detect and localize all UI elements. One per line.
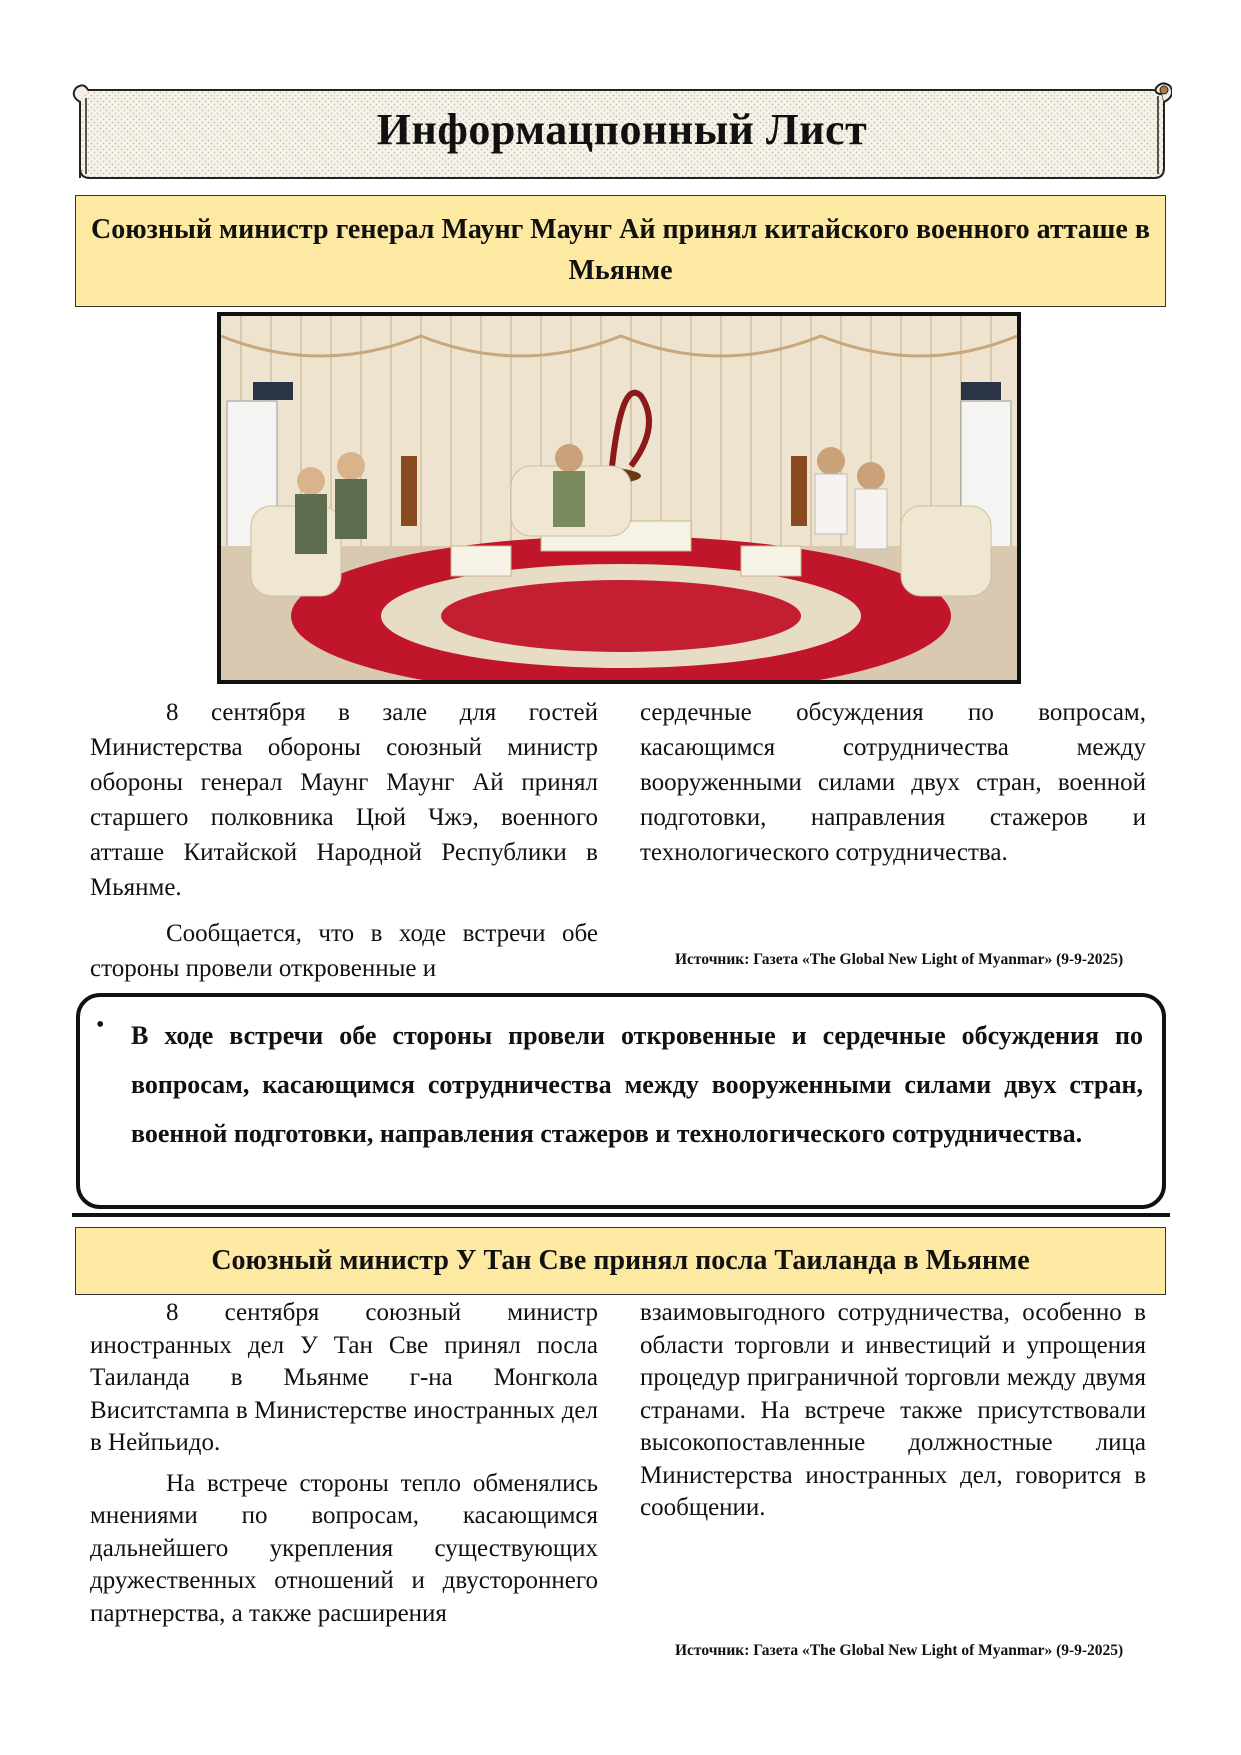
article-1-source: Источник: Газета «The Global New Light of Myanmar» (9-9-2025) xyxy=(675,951,1124,968)
article-2-paragraph-3: взаимовыгодного сотрудничества, особенно в области торговли и инвестиций и упрощения процедур приграничной торговли между двумя странами. На встрече также присутствовали высокопоставленные должностные лица Министерства иностранных дел, говорится в сообщении. xyxy=(640,1299,1146,1521)
highlight-box xyxy=(76,993,1166,1209)
article-1-paragraph-2: Сообщается, что в ходе встречи обе стороны провели откровенные и xyxy=(90,920,598,982)
article-1-paragraph-1: 8 сентября в зале для гостей Министерства обороны союзный министр обороны генерал Маунг Маунг Ай принял старшего полковника Цюй Чжэ, военного атташе Китайской Народной Республики в Мьянме. xyxy=(90,699,598,901)
article-2-paragraph-2: На встрече стороны тепло обменялись мнениями по вопросам, касающимся дальнейшего укрепления существующих дружественных отношений и двустороннего партнерства, а также расширения xyxy=(90,1469,598,1627)
page-title: Информацпонный Лист xyxy=(376,105,868,154)
article-2-column-left xyxy=(90,1297,598,1637)
bullet-icon: • xyxy=(96,1012,105,1038)
article-2-headline: Союзный министр У Тан Све принял посла Таиланда в Мьянме xyxy=(75,1227,1166,1295)
article-2-column-right xyxy=(640,1297,1146,1525)
meeting-photo xyxy=(217,312,1021,684)
highlight-text: В ходе встречи обе стороны провели откровенные и сердечные обсуждения по вопросам, касающимся сотрудничества между вооруженными силами двух стран, военной подготовки, направления стажеров и технологического сотрудничества. xyxy=(131,1021,1143,1148)
section-divider xyxy=(72,1213,1170,1217)
article-2-source: Источник: Газета «The Global New Light of Myanmar» (9-9-2025) xyxy=(675,1642,1124,1659)
article-1-headline: Союзный министр генерал Маунг Маунг Ай принял китайского военного атташе в Мьянме xyxy=(75,195,1166,307)
article-1-paragraph-3: сердечные обсуждения по вопросам, касающимся сотрудничества между вооруженными силами двух стран, военной подготовки, направления стажеров и технологического сотрудничества. xyxy=(640,699,1146,866)
title-banner xyxy=(72,82,1172,182)
article-1-column-left xyxy=(90,695,598,985)
article-1-column-right xyxy=(640,695,1146,870)
meeting-photo-icon xyxy=(221,316,1017,680)
article-2-paragraph-1: 8 сентября союзный министр иностранных дел У Тан Све принял посла Таиланда в Мьянме г-на Монгкола Виситстампа в Министерстве иностранных дел в Нейпьидо. xyxy=(90,1299,598,1456)
